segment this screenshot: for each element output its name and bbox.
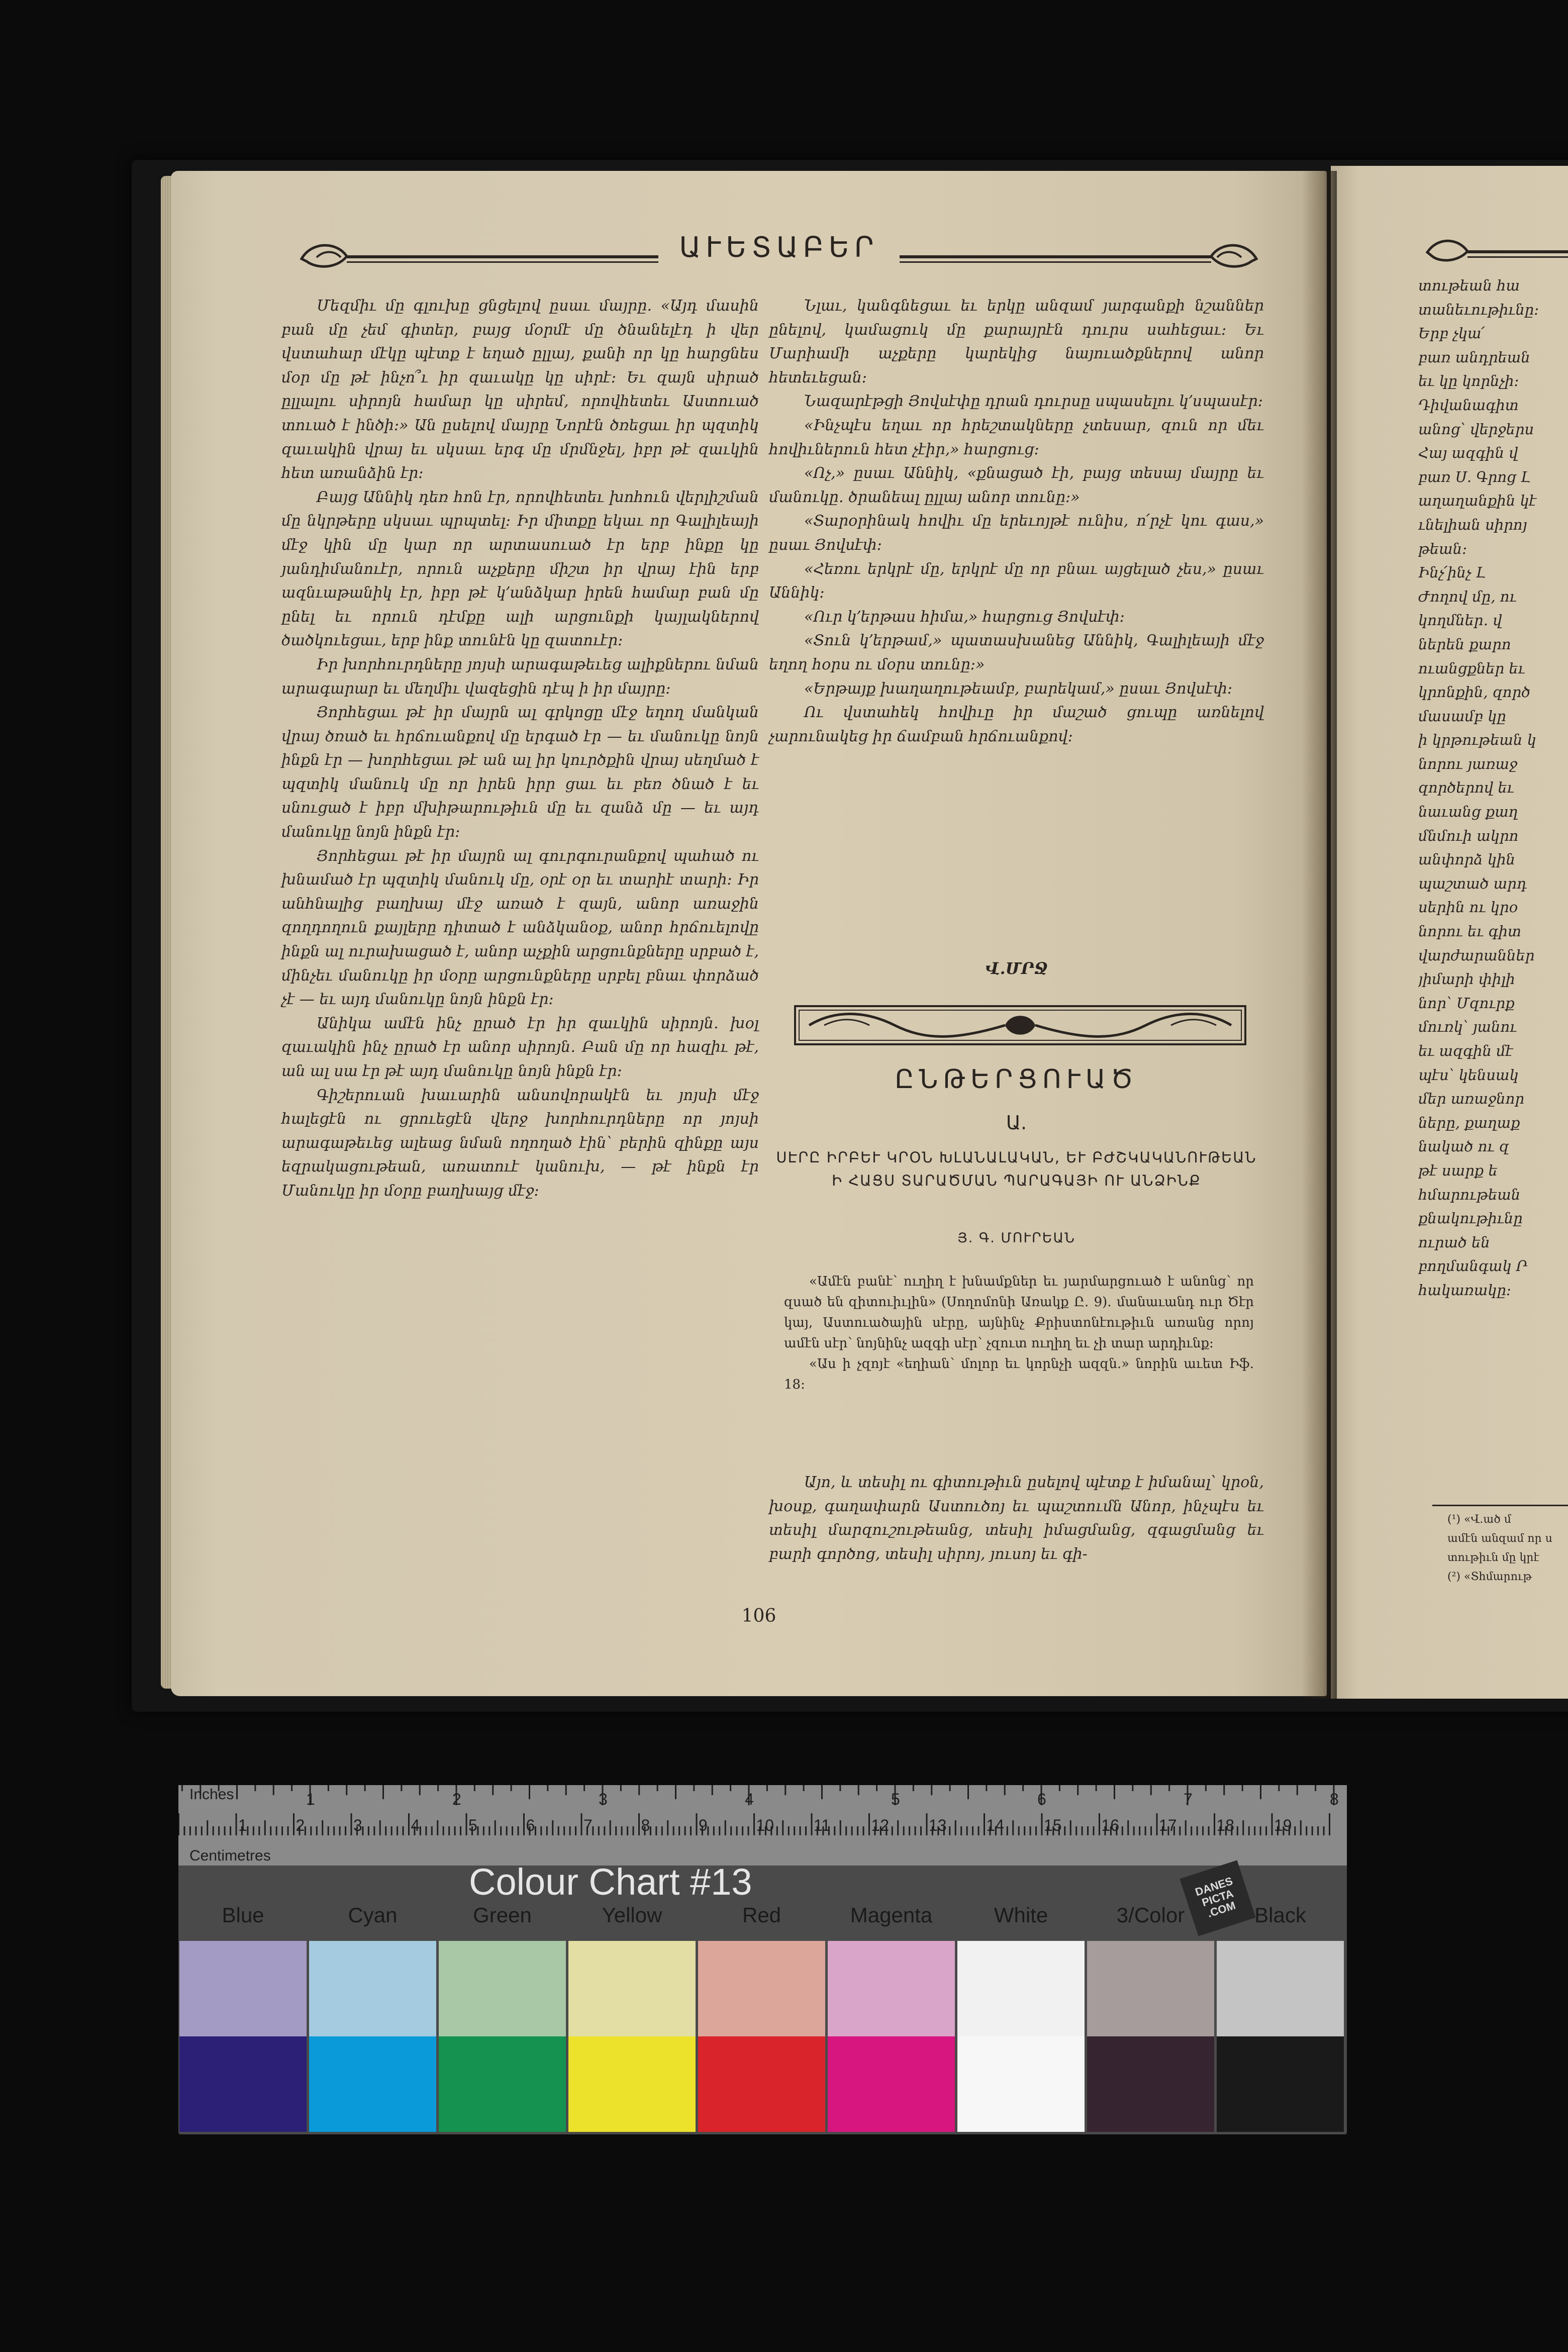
- right-page-text-column: [1418, 274, 1568, 1303]
- right-page-line: նաւանց քաղ: [1418, 803, 1518, 821]
- page-number: 106: [741, 1606, 776, 1626]
- paragraph: Յորհեցաւ թէ իր մայրն ալ գուրգուրանքով պահած ու խնամած էր պզտիկ մանուկ մը, օրէ օր եւ տարիէ տարի։ Իր անհնալից բաղխայ մէջ առած է զայն, անոր առաջին զողդողուն քայլերը դիտած է անձկանօք, անոր հրճուելովը ինքն ալ ուրախացած է, անոր աչքին արցունքները սրբած է, մինչեւ մանուկը իր մօրը արցունքները սրբել բնաւ փորձած չէ — եւ այդ մանուկը նոյն ինքն էր։: [281, 847, 759, 1009]
- right-page-line: թէ սարք ե: [1418, 1161, 1498, 1179]
- right-page-line: ները, քաղաք: [1418, 1114, 1520, 1131]
- article-signature: Վ․ՄՐՋ: [985, 959, 1048, 978]
- paragraph: Նազարէթցի Յովսէփը դրան դուրսը սպասելու կ՚սպասէր։: [804, 393, 1263, 411]
- colour-swatch-solid: [179, 2036, 307, 2132]
- middle-text-column-bottom: [769, 1471, 1264, 1566]
- cm-number: 9: [699, 1816, 708, 1834]
- right-page-line: ւնելիան սիրոյ: [1418, 516, 1527, 533]
- paragraph: «Ինչպէս եղաւ որ հրեշտակները չտեսար, զուն որ մեւ հովիւներուն հետ չէիր,» հարցուց։: [769, 416, 1264, 458]
- right-page-line: թեան։: [1418, 540, 1467, 557]
- right-page-line: նոր՝ Մզուրք: [1418, 994, 1515, 1012]
- quote-paragraph: «Աս ի չզոյէ «եղիան՝ մոլոր եւ կորնչի ազզն.» նորին աւետ Իֆ. 18:: [784, 1356, 1254, 1392]
- periodical-title: ԱՒԵՏԱԲԵՐ: [679, 231, 879, 264]
- cm-number: 8: [641, 1816, 650, 1834]
- colour-chart-title: Colour Chart #13: [469, 1861, 752, 1903]
- centimetres-label: Centimetres: [189, 1847, 271, 1864]
- cm-number: 2: [296, 1816, 305, 1834]
- paragraph: Նլաւ, կանգնեցաւ եւ երկը անզամ յարգանքի նշաններ ընելով, կամացուկ մը քարայրէն դուրս սահեցաւ։ Եւ Մարիամի աչքերը կարեկից նայուածքներով անոր հետեւեցան։: [769, 297, 1264, 386]
- right-page-line: ուանցքներ եւ: [1418, 659, 1525, 677]
- inches-label: Inches: [189, 1786, 234, 1803]
- right-page-line: նորու եւ գիտ: [1418, 923, 1521, 940]
- paragraph: Բայց Աննիկ դեռ հոն էր, որովհետեւ խոհուն վերլիշման մը նկրթերը սկսաւ պրպտել։ Իր միտքը եկաւ որ Գալիլեայի մէջ կին մը կար որ արտասուած էր երբ ինքը կը յանդիմանուէր, որուն աչքերը միշտ իր վրայ էին երբ ազնւաթանիկ էր, իբր թէ կ՚անձկար իրեն համար բան մը ընել եւ որուն դէմքը ալի արցունքի կայլակներով ծածկուեցաւ, երբ ինք տունէն կը զատուէր։: [281, 488, 759, 650]
- colour-swatch-light: [698, 1941, 825, 2036]
- cm-number: 16: [1101, 1816, 1120, 1834]
- footnote-line: տութիւն մը կրէ: [1447, 1551, 1539, 1564]
- right-page-line: պաշտած արդ: [1418, 874, 1527, 892]
- paragraph: Յորհեցաւ թէ իր մայրն ալ գրկոցը մէջ եղող մանկան վրայ ծռած եւ հրճուանքով մը երգած էր — եւ մանուկը նոյն ինքն էր — խորհեցաւ թէ ան ալ իր կուրծքին վրայ սեղմած է պզտիկ մանուկ մը որ իրեն իրր ցաւ եւ բեռ ծնած է եւ սնուցած է իբր մխիթարութիւն մը եւ զանձ մը — եւ այդ մանուկը նոյն ինքն էր։: [281, 704, 759, 841]
- paragraph: Գիշերուան խաւարին անսովորակէն եւ յոյսի մէջ հալեցէն ու ցրուեցէն վերջ խորհուրդները որ յոյսի արագաթեւեց ալեաց նման ողողած էին՝ բերին զինքը այս եզրակացութեան, առատուէ կանուխ, — թէ ինքն էր Մանուկը իր մօրը բաղխայց մէջ։: [281, 1086, 759, 1200]
- right-page-header-ornament: [1422, 232, 1568, 267]
- cm-number: 13: [929, 1816, 947, 1834]
- paragraph: «Ուր կ՚երթաս հիմա,» հարցուց Յովսէփ։: [804, 608, 1125, 626]
- footnote-line: ամէն անզամ որ ս: [1447, 1532, 1552, 1545]
- section-subtitle: ՍԷՐԸ ԻՐԲԵՒ ԿՐՕՆ ԽԼԱՆԱԼԱԿԱՆ, ԵՒ ԲԺՇԿԱԿԱՆՈՒԹԵԱՆ Ի ՀԱՑՍ ՏԱՐԱԾՄԱՆ ՊԱՐԱԳԱՅԻ ՈՒ ԱՆՁԻՆՔ: [776, 1149, 1257, 1189]
- footnote-line: (²) «Տհմարութ: [1447, 1571, 1532, 1583]
- right-page-line: ուրած են: [1418, 1233, 1490, 1251]
- colour-column-label: Cyan: [348, 1903, 398, 1927]
- cm-number: 3: [353, 1816, 362, 1834]
- danes-picta-logo: DANES PICTA .COM: [1180, 1860, 1255, 1936]
- colour-swatch-light: [828, 1941, 955, 2036]
- colour-swatch-solid: [828, 2036, 955, 2132]
- right-page-line: բառ անդրեան: [1418, 348, 1530, 366]
- right-page-line: եւ կը կորնչի։: [1418, 372, 1519, 390]
- quote-paragraph: «Ամէն բանէ՝ ուղիղ է խնամքներ եւ յարմարցուած է անոնց՝ որ զսած են զիտուիւլին» (Սողոմոնի Առակք Ը. 9). մանաւանդ ուր Ծէր կայ, Աստուածային սէրը, այնինչ Քրիստոնէութիւն առանց որոյ ամէն սէր՝ նոյնինչ ազգի սէր՝ չզուտ ուղիղ եւ չի տար արդիւնք:: [784, 1274, 1254, 1351]
- inch-number: 1: [306, 1790, 315, 1808]
- paragraph: «Հեռու երկրէ մը, երկրէ մը որ բնաւ այցելած չես,» ըսաւ Աննիկ։: [769, 560, 1264, 602]
- epigraph-quote: [784, 1271, 1254, 1395]
- cm-number: 1: [238, 1816, 247, 1834]
- inch-number: 7: [1184, 1790, 1193, 1808]
- right-page-line: նորու յառաջ: [1418, 755, 1518, 772]
- right-page-line: Ինչ՛ինչ Լ: [1418, 564, 1486, 581]
- cm-number: 6: [526, 1816, 535, 1834]
- inch-number: 6: [1037, 1790, 1046, 1808]
- cm-number: 17: [1159, 1816, 1177, 1834]
- paragraph: «Տարօրինակ հովիւ մը երեւոյթէ ունիս, ո՛րչէ կու գաս,» ըսաւ Յովսէփ։: [769, 512, 1264, 554]
- right-page-line: մնմուի ակրո: [1418, 827, 1519, 844]
- inch-number: 8: [1330, 1790, 1339, 1808]
- colour-swatch-light: [568, 1941, 696, 2036]
- colour-swatch-light: [439, 1941, 566, 2036]
- inch-number: 4: [745, 1790, 754, 1808]
- right-page-line: նակած ու զ: [1418, 1138, 1509, 1155]
- colour-swatch-solid: [309, 2036, 436, 2132]
- cm-number: 15: [1044, 1816, 1062, 1834]
- colour-swatch-solid: [439, 2036, 566, 2132]
- colour-swatch-light: [1087, 1941, 1214, 2036]
- book-gutter: [1302, 171, 1337, 1699]
- cm-number: 19: [1274, 1816, 1292, 1834]
- right-page-line: Ժողով մը, ու: [1418, 587, 1517, 605]
- cm-number: 10: [756, 1816, 774, 1834]
- paragraph: Ու վստահեկ հովիւը իր մաշած ցուպը առնելով չարունակեց իր ճամբան հրճուանքով։: [769, 704, 1264, 745]
- colour-column-label: 3/Color: [1116, 1903, 1185, 1927]
- colour-swatch-light: [957, 1941, 1085, 2036]
- right-page-line: անփորձ կին: [1418, 851, 1515, 868]
- right-page-line: ի կրթութեան կ: [1418, 731, 1536, 749]
- footnote-rule: [1432, 1505, 1568, 1506]
- colour-column-label: Red: [742, 1903, 781, 1927]
- colour-chart: [178, 1785, 1347, 2134]
- paragraph: Անիկա ամէն ինչ ըրած էր իր զաւկին սիրոյն․ խօլ զաւակին ինչ ըրած էր անոր սիրոյն․ Բան մը որ հազիւ թէ, ան ալ սա էր թէ այդ մանուկը նոյն ինքն էր։: [281, 1014, 759, 1080]
- colour-swatch-solid: [1217, 2036, 1344, 2132]
- section-title: ԸՆԹԵՐՑՈՒԱԾ: [895, 1064, 1138, 1095]
- colour-column-label: Green: [473, 1903, 532, 1927]
- right-page-line: վարժարաններ: [1418, 946, 1535, 964]
- right-page-line: բողմանգակ Ր: [1418, 1257, 1528, 1275]
- right-page-footnotes: [1447, 1510, 1568, 1587]
- right-page-line: կրոնքին, զործ: [1418, 683, 1531, 701]
- inch-number: 2: [452, 1790, 461, 1808]
- paragraph: Մեզմիւ մը գլուխը ցնցելով ըսաւ մայրը․ «Այդ մասին բան մը չեմ գիտեր, բայց մօրմէ մը ծնանելէդ ի վեր վստահար մէկը պէտք է եղած ըլլայ, քանի որ կը հարցնես մօր մը թէ ինչո՞ւ իր զաւակը կը սիրէ։ Եւ զայն սիրած ըլլալու սիրոյն համար կը սիրեմ, որովհետեւ Աստուած տուած է ինծի։» Ան ըսելով մայրը Նորէն ծռեցաւ իր պզտիկ զաւակին վրայ եւ սկսաւ երգ մը մրմնջել, իբր թէ զաւկին հետ առանձին էր։: [281, 297, 759, 482]
- cm-number: 12: [871, 1816, 890, 1834]
- cm-number: 18: [1216, 1816, 1235, 1834]
- right-page-line: կողմներ․ վ: [1418, 612, 1502, 629]
- colour-swatch-solid: [568, 2036, 696, 2132]
- paragraph: Իր խորհուրդները յոյսի արագաթեւեց ալիքներու նման արագարար եւ մեղմիւ վազեցին դէպ ի իր մայրը։: [281, 655, 759, 698]
- paragraph: «Ոչ,» ըսաւ Աննիկ, «քնացած էի, բայց տեսայ մայրը եւ մանուկը․ ծրանեալ ըլլայ անոր տունը։»: [769, 464, 1264, 506]
- colour-swatch-solid: [957, 2036, 1085, 2132]
- footnote-line: (¹) «Վ․ած մ: [1447, 1513, 1511, 1526]
- right-page-line: տանեւութիւնը։: [1418, 301, 1539, 318]
- colour-swatch-light: [1217, 1941, 1344, 2036]
- right-page-line: հակառակը։: [1418, 1281, 1511, 1299]
- right-page-line: աղաղանքին կէ: [1418, 492, 1537, 510]
- right-page-line: սերին ու կրօ: [1418, 899, 1518, 916]
- right-page-line: յիմարի փիլի: [1418, 970, 1515, 988]
- colour-swatch-light: [179, 1941, 307, 2036]
- cm-number: 11: [814, 1816, 831, 1834]
- right-page-line: եւ ազգին մէ: [1418, 1042, 1513, 1059]
- left-text-column: [281, 294, 759, 1203]
- right-page-line: մուռկ՝ յանու: [1418, 1018, 1517, 1036]
- section-divider-ornament: [794, 1005, 1246, 1045]
- inch-number: 5: [891, 1790, 900, 1808]
- cm-number: 14: [986, 1816, 1005, 1834]
- colour-column-label: White: [994, 1903, 1048, 1927]
- right-page-line: մասամբ կը: [1418, 707, 1506, 725]
- paragraph: Այո, և տեսիլ ու գիտութիւն ըսելով պէտք է իմանալ՝ կրօն, խօսք, գաղափարն Աստուծոյ եւ պաշտումն Անոր, ինչպէս եւ տեսիլ մարզուշութեանց, տեսիլ իմացմանց, զգացմանց եւ բարի գործոց, տեսիլ սիրոյ, յուսոյ եւ գի-: [769, 1474, 1264, 1563]
- right-page-line: Երբ չկա՛: [1418, 325, 1485, 342]
- right-page-line: Դիվանագիտ: [1418, 396, 1519, 414]
- colour-column-label: Black: [1254, 1903, 1306, 1927]
- colour-column-label: Yellow: [602, 1903, 662, 1927]
- inch-number: 3: [599, 1790, 608, 1808]
- right-page-line: հմարութեան: [1418, 1186, 1521, 1203]
- colour-column-label: Blue: [222, 1903, 264, 1927]
- right-page-line: քնակութիւնը: [1418, 1210, 1523, 1227]
- colour-column-label: Magenta: [850, 1903, 933, 1927]
- colour-swatch-solid: [1087, 2036, 1214, 2132]
- right-page-line: անոց՝ վերջերս: [1418, 420, 1534, 438]
- right-page-line: Հայ ազգին վ: [1418, 444, 1518, 462]
- right-page-line: զործերով եւ: [1418, 779, 1514, 797]
- colour-swatch-light: [309, 1941, 436, 2036]
- colour-swatch-solid: [698, 2036, 825, 2132]
- cm-number: 4: [411, 1816, 420, 1834]
- page-header: [297, 221, 1261, 281]
- cm-number: 5: [468, 1816, 477, 1834]
- section-number: Ա.: [1006, 1112, 1027, 1134]
- paragraph: «Երթայք խաղաղութեամբ, բարեկամ,» ըսաւ Յովսէփ։: [804, 679, 1233, 698]
- right-page-line: բառ Ս. Գրոց Լ: [1418, 468, 1531, 485]
- cm-number: 7: [583, 1816, 593, 1834]
- right-page-line: պէս՝ կենսակ: [1418, 1066, 1519, 1084]
- ruler: [178, 1785, 1347, 1866]
- right-page-line: ներեն քարո: [1418, 635, 1511, 653]
- middle-text-column: [769, 294, 1264, 748]
- paragraph: «Տուն կ՚երթամ,» պատասխանեց Աննիկ, Գալիլեայի մէջ եղող հօրս ու մօրս տունը։»: [769, 632, 1264, 673]
- right-page-line: տութեան հա: [1418, 277, 1520, 294]
- right-page-line: մեր առաջնոր: [1418, 1090, 1525, 1108]
- section-author: Յ. Գ. ՄՈՒՐԵԱՆ: [957, 1230, 1075, 1246]
